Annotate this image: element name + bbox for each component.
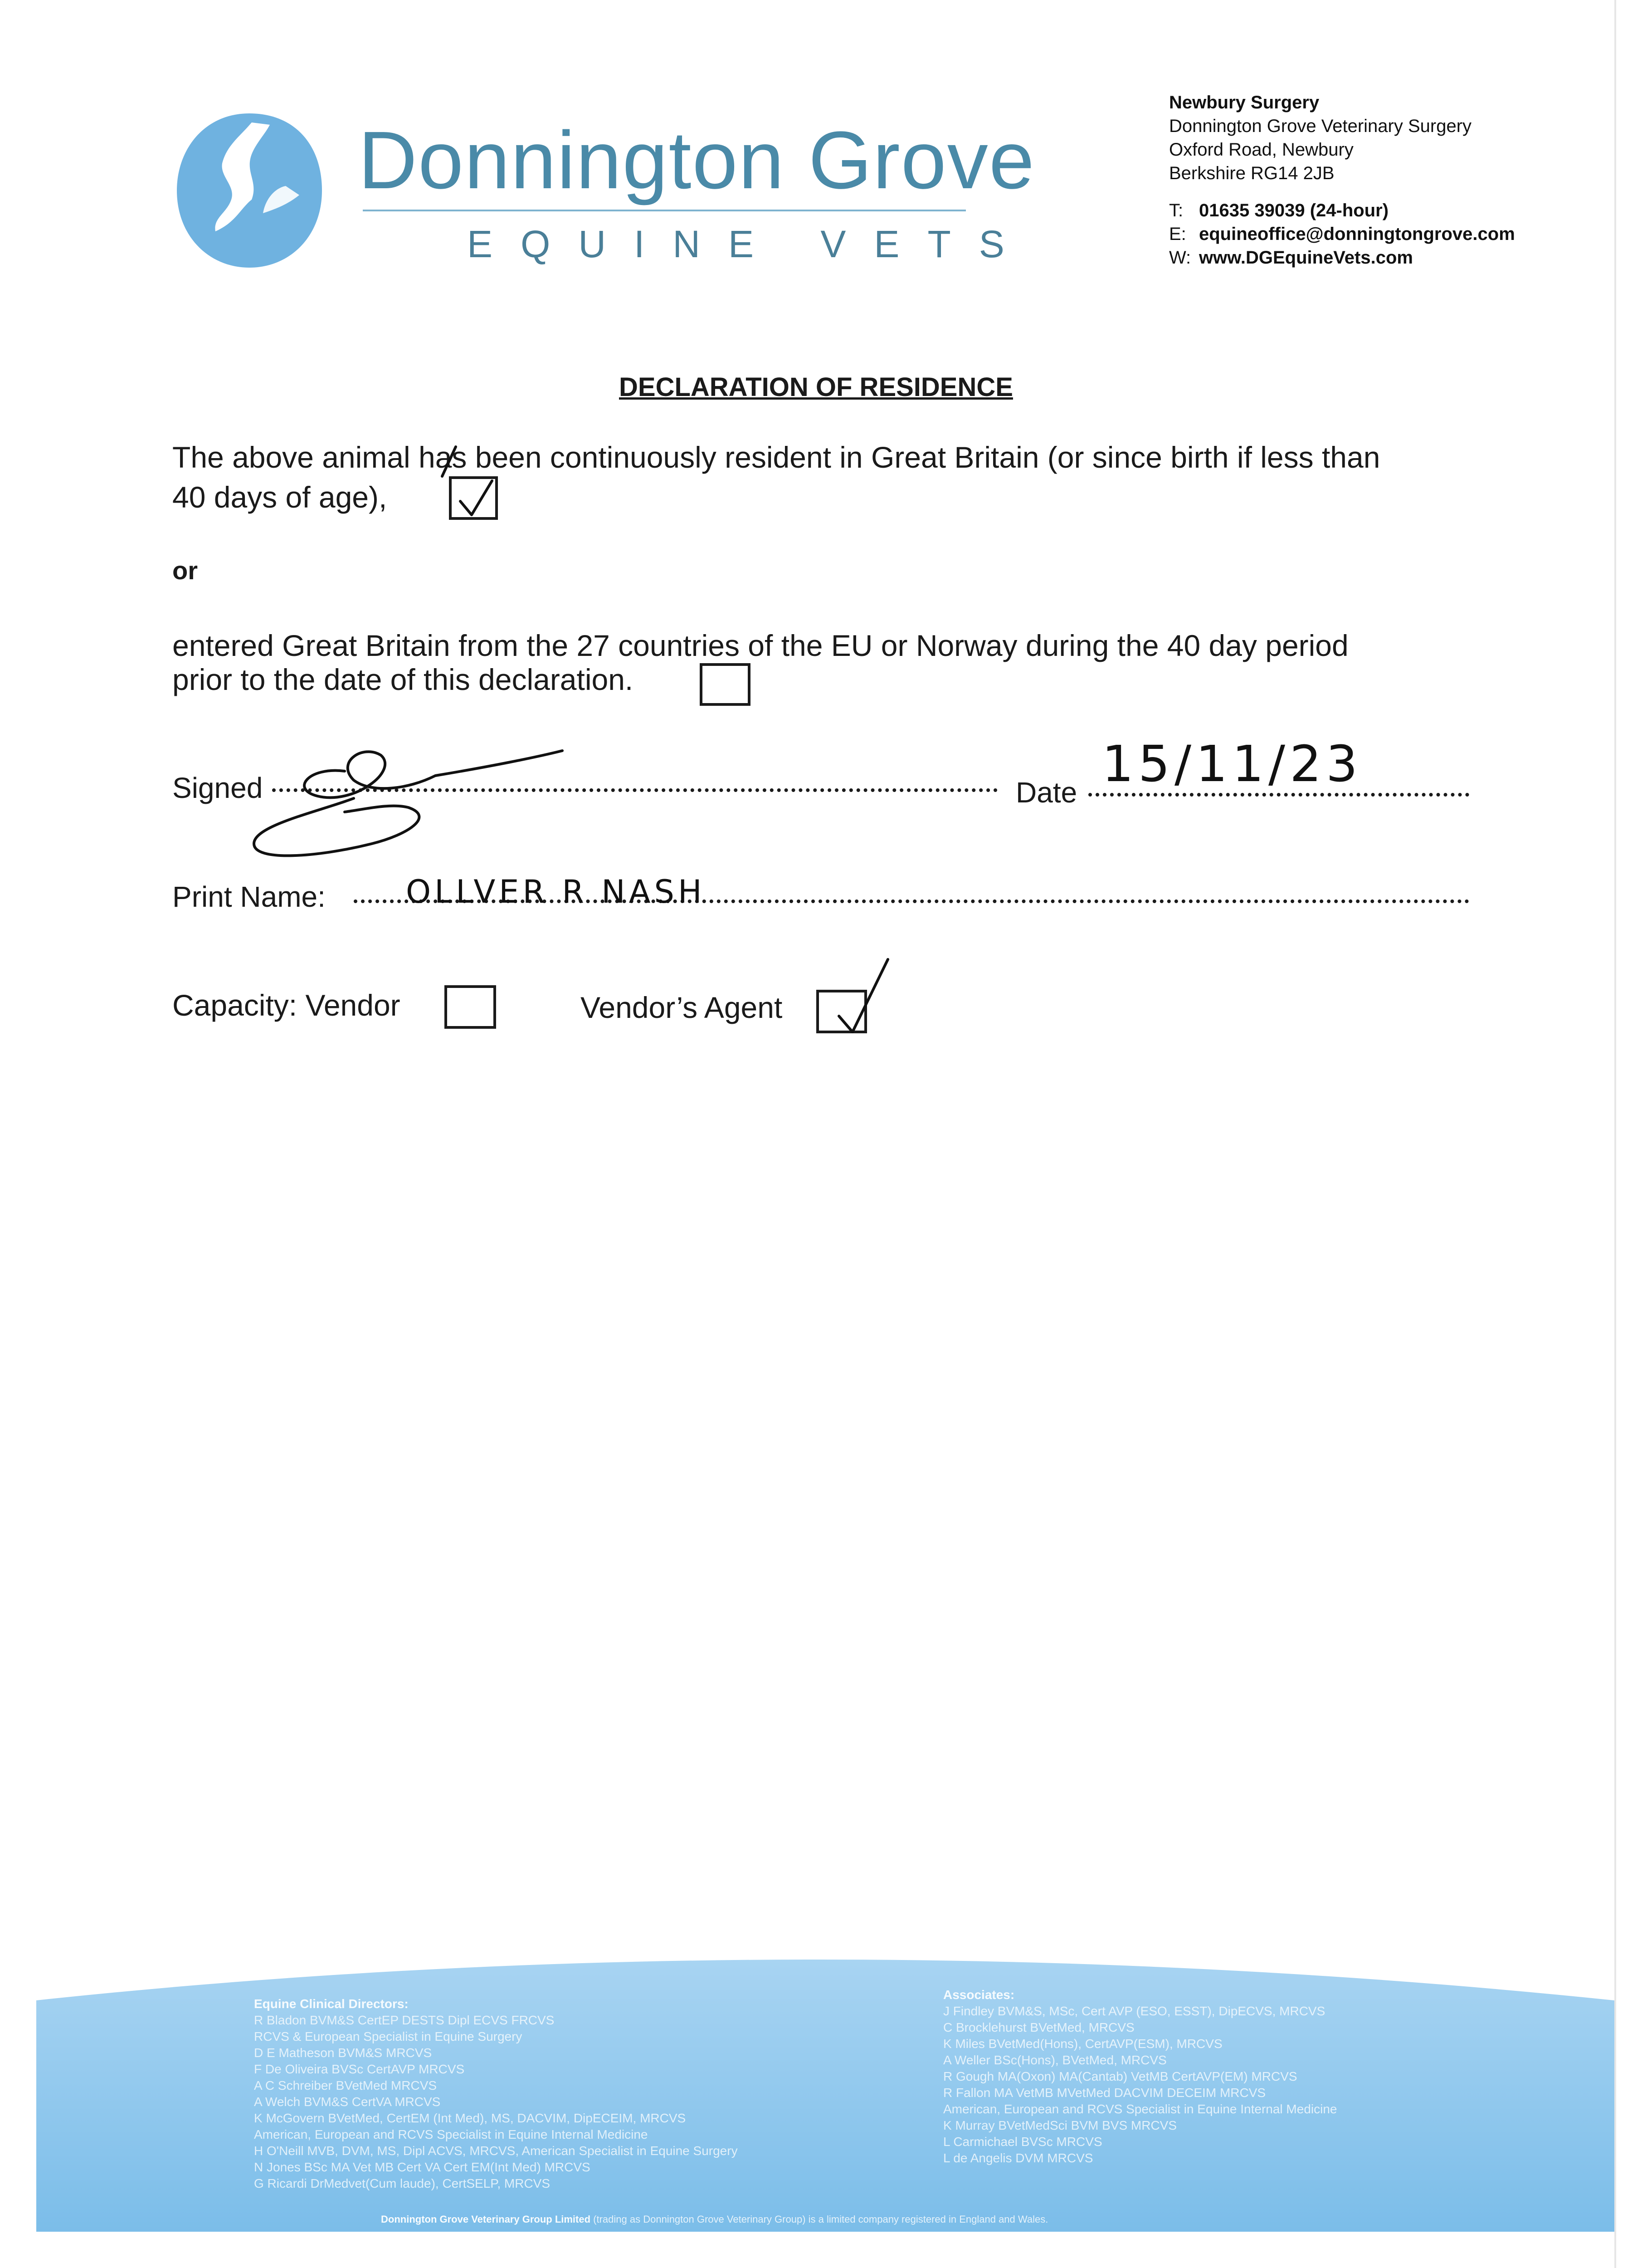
resident-checkbox[interactable] xyxy=(449,476,498,520)
vendor-checkbox[interactable] xyxy=(444,985,496,1029)
residence-statement-line1: The above animal has been continuously resident in Great Britain (or since birth if less than xyxy=(172,440,1380,474)
address-block xyxy=(1169,91,1515,269)
associate-entry: A Weller BSc(Hons), BVetMed, MRCVS xyxy=(943,2053,1167,2067)
web-row xyxy=(1169,246,1515,269)
date-value: 15/11/23 xyxy=(1102,735,1363,793)
associate-entry: L Carmichael BVSc MRCVS xyxy=(943,2135,1102,2149)
director-entry: G Ricardi DrMedvet(Cum laude), CertSELP, MRCVS xyxy=(254,2176,551,2190)
director-entry: A Welch BVM&S CertVA MRCVS xyxy=(254,2095,441,2109)
associate-entry: C Brocklehurst BVetMed, MRCVS xyxy=(943,2020,1135,2034)
director-entry: A C Schreiber BVetMed MRCVS xyxy=(254,2078,437,2092)
associate-entry: American, European and RCVS Specialist in Equine Internal Medicine xyxy=(943,2102,1337,2116)
associate-entry: R Fallon MA VetMB MVetMed DACVIM DECEIM MRCVS xyxy=(943,2086,1266,2100)
associate-entry: K Miles BVetMed(Hons), CertAVP(ESM), MRCVS xyxy=(943,2037,1223,2051)
director-entry: K McGovern BVetMed, CertEM (Int Med), MS, DACVIM, DipECEIM, MRCVS xyxy=(254,2111,686,2125)
email-row xyxy=(1169,222,1515,246)
entered-checkbox[interactable] xyxy=(700,663,750,706)
signature-field[interactable] xyxy=(272,785,998,792)
company-details: (trading as Donnington Grove Veterinary Group) is a limited company registered in England and Wales. xyxy=(590,2214,1048,2225)
phone-number: 01635 39039 (24-hour) xyxy=(1199,200,1389,220)
directors-list xyxy=(254,1996,738,2192)
address-line: Berkshire RG14 2JB xyxy=(1169,163,1335,183)
web-link[interactable]: www.DGEquineVets.com xyxy=(1199,248,1413,268)
email-link[interactable]: equineoffice@donningtongrove.com xyxy=(1199,224,1515,244)
director-entry: H O'Neill MVB, DVM, MS, Dipl ACVS, MRCVS, American Specialist in Equine Surgery xyxy=(254,2144,738,2158)
director-entry: N Jones BSc MA Vet MB Cert VA Cert EM(Int Med) MRCVS xyxy=(254,2160,590,2174)
brand-divider xyxy=(363,210,966,211)
director-entry: R Bladon BVM&S CertEP DESTS Dipl ECVS FRCVS xyxy=(254,2013,555,2027)
associate-entry: J Findley BVM&S, MSc, Cert AVP (ESO, ESST), DipECVS, MRCVS xyxy=(943,2004,1325,2018)
company-registration xyxy=(381,2214,1048,2225)
phone-label: T: xyxy=(1169,200,1184,220)
associate-entry: R Gough MA(Oxon) MA(Cantab) VetMB CertAVP(EM) MRCVS xyxy=(943,2069,1297,2083)
print-name-value: OLLVER R NASH xyxy=(406,873,706,910)
residence-statement-line2: 40 days of age), xyxy=(172,480,387,514)
director-entry: F De Oliveira BVSc CertAVP MRCVS xyxy=(254,2062,465,2076)
director-entry: D E Matheson BVM&S MRCVS xyxy=(254,2046,432,2060)
company-name: Donnington Grove Veterinary Group Limited xyxy=(381,2214,591,2225)
logo-icon xyxy=(172,109,326,272)
print-name-label: Print Name: xyxy=(172,880,326,913)
entry-statement-line1: entered Great Britain from the 27 countries of the EU or Norway during the 40 day period xyxy=(172,629,1349,662)
brand-name: Donnington Grove xyxy=(358,115,1035,206)
vendors-agent-label: Vendor’s Agent xyxy=(580,991,783,1024)
associates-heading: Associates: xyxy=(943,1988,1015,2002)
capacity-vendor-label: Capacity: Vendor xyxy=(172,988,400,1022)
address-line: Donnington Grove Veterinary Surgery xyxy=(1169,116,1472,136)
signature-loop-icon xyxy=(254,798,419,855)
date-label: Date xyxy=(1016,776,1077,809)
associate-entry: K Murray BVetMedSci BVM BVS MRCVS xyxy=(943,2118,1177,2132)
document-title: DECLARATION OF RESIDENCE xyxy=(619,372,1013,402)
brand-tagline: EQUINE VETS xyxy=(467,223,1033,265)
director-entry: RCVS & European Specialist in Equine Surgery xyxy=(254,2029,522,2043)
associate-entry: L de Angelis DVM MRCVS xyxy=(943,2151,1093,2165)
director-entry: American, European and RCVS Specialist in Equine Internal Medicine xyxy=(254,2127,648,2141)
or-separator: or xyxy=(172,556,198,585)
surgery-name: Newbury Surgery xyxy=(1169,93,1320,112)
phone-row xyxy=(1169,199,1515,222)
address-line: Oxford Road, Newbury xyxy=(1169,140,1354,160)
vendors-agent-checkbox[interactable] xyxy=(816,990,867,1033)
email-label: E: xyxy=(1169,224,1186,244)
scan-edge xyxy=(1614,0,1616,2268)
associates-list xyxy=(943,1987,1337,2166)
entry-statement-line2: prior to the date of this declaration. xyxy=(172,663,633,696)
directors-heading: Equine Clinical Directors: xyxy=(254,1997,409,2011)
signed-label: Signed xyxy=(172,772,263,804)
web-label: W: xyxy=(1169,248,1191,268)
